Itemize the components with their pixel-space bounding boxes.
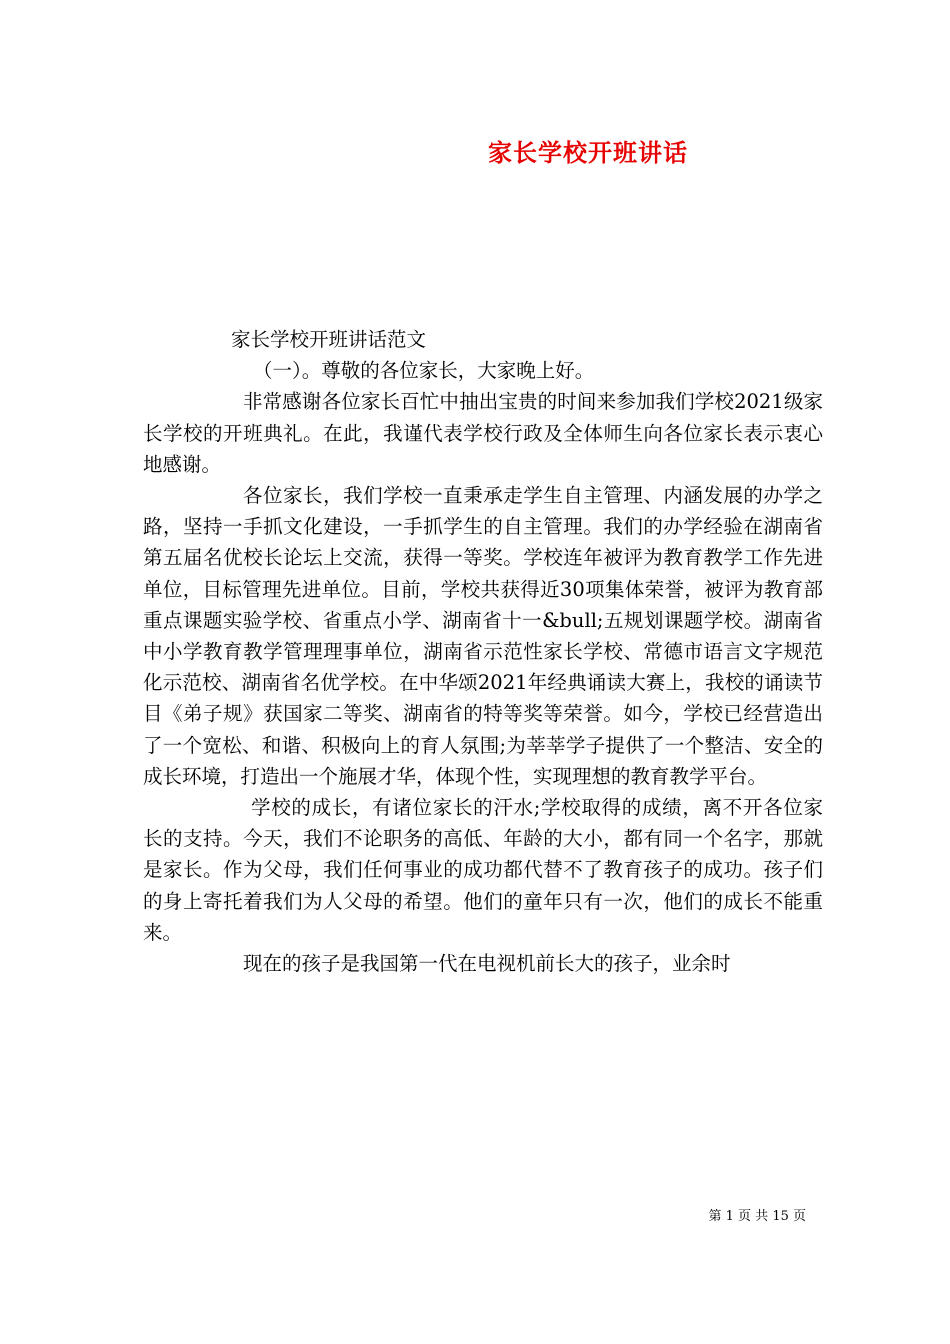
page-title: 家长学校开班讲话: [488, 138, 688, 167]
body-paragraph: 学校的成长，有诸位家长的汗水;学校取得的成绩，离不开各位家长的支持。今天，我们不论职务的高低、年龄的大小，都有同一个名字，那就是家长。作为父母，我们任何事业的成功都代替不了教育孩子的成功。孩子们的身上寄托着我们为人父母的希望。他们的童年只有一次，他们的成长不能重来。: [143, 796, 823, 944]
page-number: 第 1 页 共 15 页: [708, 1209, 806, 1224]
body-paragraph: 各位家长，我们学校一直秉承走学生自主管理、内涵发展的办学之路，坚持一手抓文化建设，一手抓学生的自主管理。我们的办学经验在湖南省第五届名优校长论坛上交流，获得一等奖。学校连年被评为教育教学工作先进单位，目标管理先进单位。目前，学校共获得近30项集体荣誉，被评为教育部重点课题实验学校、省重点小学、湖南省十一&bull;五规划课题学校。湖南省中小学教育教学管理理事单位，湖南省示范性家长学校、常德市语言文字规范化示范校、湖南省名优学校。在中华颂2021年经典诵读大赛上，我校的诵读节目《弟子规》获国家二等奖、湖南省的特等奖等荣誉。如今，学校已经营造出了一个宽松、和谐、积极向上的育人氛围;为莘莘学子提供了一个整洁、安全的成长环境，打造出一个施展才华，体现个性，实现理想的教育教学平台。: [143, 484, 823, 788]
greeting-line: （一）。尊敬的各位家长，大家晚上好。: [253, 359, 595, 383]
document-body: [143, 324, 823, 979]
document-subtitle: 家长学校开班讲话范文: [231, 328, 427, 351]
body-paragraph: 非常感谢各位家长百忙中抽出宝贵的时间来参加我们学校2021级家长学校的开班典礼。在此，我谨代表学校行政及全体师生向各位家长表示衷心地感谢。: [143, 390, 823, 476]
body-paragraph: 现在的孩子是我国第一代在电视机前长大的孩子，业余时: [243, 952, 731, 976]
